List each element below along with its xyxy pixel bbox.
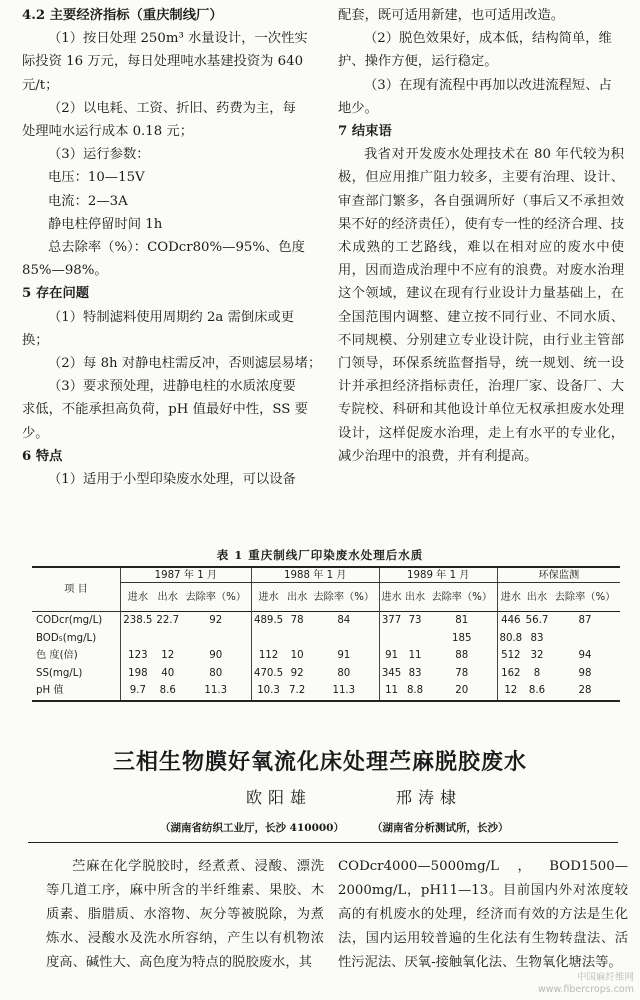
text-line: 电流：2—3A xyxy=(48,193,128,209)
author-name: 欧阳雄 xyxy=(246,788,313,807)
table-cell: 8.6 xyxy=(159,685,176,697)
table-cell: 91 xyxy=(337,650,351,662)
author-affiliation: （湖南省纺织工业厅，长沙 410000） xyxy=(160,822,344,834)
table-cell: 56.7 xyxy=(525,615,549,627)
table-cell: 83 xyxy=(530,632,544,644)
watermark xyxy=(538,972,634,996)
table-cell xyxy=(251,630,285,648)
table-cell: 377 xyxy=(379,612,403,630)
table-cell: 80 xyxy=(209,667,223,679)
table-cell: 22.7 xyxy=(156,615,180,627)
table-cell: 9.7 xyxy=(121,682,155,701)
text-line: 85%—98%。 xyxy=(22,263,108,279)
table-cell: 446 xyxy=(497,612,524,630)
divider xyxy=(28,842,618,843)
author-affiliation: （湖南省分析测试所，长沙） xyxy=(372,822,509,834)
text-line: 电压：10—15V xyxy=(48,170,145,186)
text-line: 地少。 xyxy=(338,100,378,116)
table-body xyxy=(32,612,620,701)
table-cell: 8.6 xyxy=(528,685,546,697)
group-header: 1989 年 1 月 xyxy=(379,567,497,583)
table-cell: 92 xyxy=(290,667,304,679)
section-heading: 5 存在问题 xyxy=(22,286,90,302)
table-cell: 73 xyxy=(408,615,422,627)
table-cell: 185 xyxy=(452,632,472,644)
table-cell: 28 xyxy=(578,685,592,697)
text-line: （1）特制滤料使用周期约 2a 需倒床或更 xyxy=(48,309,295,325)
section-heading: 7 结束语 xyxy=(338,124,392,140)
table-cell: 80.8 xyxy=(497,630,524,648)
text-line: 处理吨水运行成本 0.18 元； xyxy=(22,124,194,140)
table-row xyxy=(32,612,620,630)
table-cell: 87 xyxy=(578,615,592,627)
conclusion-paragraph: 我省对开发废水处理技术在 80 年代较为积极，但应用推广阻力较多，主要有治理、设计、审查部门繁多，各自强调所好（事后又不承担效果不好的经济责任），使有专一性的经济合理、技术成熟的工艺路线，难以在相对应的废水中使用，因而造成治理中不应有的浪费。对废水治理这个领域，建议在现有行业设计力量基础上，在全国范围内调整、建立按不同行业、不同水质、不同规模、分别建立专业设计院，由行业主管部门领导，环保系统监督指导，统一规划、统一设计并承担经济指标责任，治理厂家、设备厂、大专院校、科研和其他设计单位无权承担废水处理设计，这样促废水治理，走上有水平的专业化，减少治理中的浪费，并有利提高。 xyxy=(338,147,624,464)
table-row xyxy=(32,647,620,665)
section-heading: 4.2 主要经济指标（重庆制线厂） xyxy=(22,8,223,23)
table-cell xyxy=(121,630,155,648)
table-cell xyxy=(181,630,251,648)
table-cell: 83 xyxy=(408,667,422,679)
table-cell xyxy=(309,630,379,648)
table-cell xyxy=(379,630,403,648)
text-line: 静电柱停留时间 1h xyxy=(48,216,163,232)
article-body-left: 苎麻在化学脱胶时，经煮煮、浸酸、漂洗等几道工序，麻中所含的半纤维素、果胶、木质素、脂腊质、水溶物、灰分等被脱除，为煮炼水、浸酸水及洗水所容纳，产生以有机物浓度高、碱性大、高色度为特点的脱胶废水，其 xyxy=(46,859,324,970)
table-row xyxy=(32,682,620,701)
table-cell: 80 xyxy=(337,667,351,679)
text-line: （2）以电耗、工资、折旧、药费为主，每 xyxy=(48,100,296,116)
table-cell: 84 xyxy=(337,615,351,627)
table-cell: 10 xyxy=(290,650,304,662)
text-line: 少。 xyxy=(22,425,49,441)
table-cell xyxy=(403,630,426,648)
author-name: 邢涛棣 xyxy=(396,788,463,807)
column-subheader: 进水 xyxy=(121,583,155,612)
table-cell: 11 xyxy=(379,682,403,701)
row-label: SS(mg/L) xyxy=(36,667,83,679)
table-cell: 40 xyxy=(161,667,175,679)
left-column xyxy=(22,4,322,491)
table-cell: 123 xyxy=(121,647,155,665)
section-heading: 6 特点 xyxy=(22,448,63,464)
column-subheader: 去除率（%） xyxy=(313,591,375,603)
table-row xyxy=(32,665,620,683)
table-cell: 92 xyxy=(209,615,223,627)
group-header: 1987 年 1 月 xyxy=(121,567,252,583)
row-label: pH 值 xyxy=(36,685,64,697)
text-line: （1）按日处理 250m³ 水量设计，一次性实 xyxy=(48,31,308,47)
text-line: （3）运行参数： xyxy=(48,147,150,163)
table-cell: 88 xyxy=(455,650,469,662)
subheader-row xyxy=(32,583,620,612)
row-label: CODcr(mg/L) xyxy=(36,615,103,627)
table-cell: 81 xyxy=(455,615,469,627)
table-cell: 20 xyxy=(455,685,469,697)
text-line: 求低，不能承担高负荷，pH 值最好中性，SS 要 xyxy=(22,402,308,418)
table-cell: 8.8 xyxy=(406,685,424,697)
table-cell: 238.5 xyxy=(121,612,155,630)
text-line: （3）要求预处理，进静电柱的水质浓度要 xyxy=(48,379,296,395)
table-cell: 11.3 xyxy=(204,685,228,697)
column-subheader: 去除率（%） xyxy=(554,591,616,603)
right-column-top xyxy=(338,4,624,143)
table-cell: 162 xyxy=(497,665,524,683)
water-quality-table xyxy=(32,566,620,702)
column-subheader: 进水 xyxy=(497,583,524,612)
table-cell: 78 xyxy=(455,667,469,679)
table-cell xyxy=(550,630,620,648)
table-cell: 11.3 xyxy=(332,685,356,697)
item-header: 项 目 xyxy=(32,567,121,612)
table-cell: 91 xyxy=(379,647,403,665)
text-line: 际投资 16 万元，每日处理吨水基建投资为 640 xyxy=(22,54,304,70)
table-cell xyxy=(285,630,308,648)
text-line: 配套，既可适用新建，也可适用改造。 xyxy=(338,8,565,23)
table-cell: 32 xyxy=(530,650,544,662)
watermark-line: 中国麻纤维网 xyxy=(576,972,634,983)
column-subheader: 进水 xyxy=(379,583,403,612)
text-line: 护、操作方便，运行稳定。 xyxy=(338,54,498,70)
column-subheader: 进水 xyxy=(251,583,285,612)
table-cell: 98 xyxy=(578,667,592,679)
column-subheader: 去除率（%） xyxy=(431,591,493,603)
group-header: 环保监测 xyxy=(497,567,620,583)
text-line: （1）适用于小型印染废水处理，可以设备 xyxy=(48,472,296,488)
article-body-right: CODcr4000—5000mg/L，BOD1500—2000mg/L，pH11—13。目前国内外对浓度较高的有机废水的处理，经济而有效的方法是生化法，国内运用较普遍的生化法有生物转盘法、活性污泥法、厌氧-接触氧化法、生物氧化塘法等。 xyxy=(338,859,628,970)
text-line: 总去除率（%）：CODcr80%—95%、色度 xyxy=(48,240,305,256)
table-cell xyxy=(155,630,181,648)
group-header: 1988 年 1 月 xyxy=(251,567,379,583)
table-cell: 7.2 xyxy=(289,685,306,697)
text-line: 换； xyxy=(22,332,49,348)
table-cell: 345 xyxy=(379,665,403,683)
row-label: BOD₅(mg/L) xyxy=(36,632,97,644)
table-cell: 12 xyxy=(497,682,524,701)
table-cell: 512 xyxy=(497,647,524,665)
table-row xyxy=(32,630,620,648)
table-cell: 94 xyxy=(578,650,592,662)
watermark-url: www.fibercrops.com xyxy=(537,984,634,995)
column-subheader: 出水 xyxy=(157,591,178,603)
text-line: （2）每 8h 对静电柱需反冲，否则滤层易堵； xyxy=(48,356,322,372)
table-cell: 78 xyxy=(290,615,304,627)
column-subheader: 出水 xyxy=(526,591,548,603)
table-cell: 90 xyxy=(209,650,223,662)
table-cell: 470.5 xyxy=(251,665,285,683)
column-subheader: 去除率（%） xyxy=(185,591,247,603)
text-line: 元/t； xyxy=(22,77,59,93)
table-cell: 198 xyxy=(121,665,155,683)
column-subheader: 出水 xyxy=(286,591,308,603)
text-line: （3）在现有流程中再加以改进流程短、占 xyxy=(364,77,612,93)
table-cell: 8 xyxy=(533,667,541,679)
table-cell: 489.5 xyxy=(251,612,285,630)
table-cell: 12 xyxy=(161,650,175,662)
right-column xyxy=(338,4,624,468)
table-cell: 112 xyxy=(251,647,285,665)
row-label: 色 度(倍) xyxy=(36,650,78,662)
table-cell: 10.3 xyxy=(251,682,285,701)
table-caption: 表 1 重庆制线厂印染废水处理后水质 xyxy=(216,548,424,562)
text-line: （2）脱色效果好，成本低，结构简单，维 xyxy=(364,31,612,47)
column-subheader: 出水 xyxy=(404,591,426,603)
article-title: 三相生物膜好氧流化床处理苎麻脱胶废水 xyxy=(112,750,527,775)
table-cell: 11 xyxy=(408,650,422,662)
